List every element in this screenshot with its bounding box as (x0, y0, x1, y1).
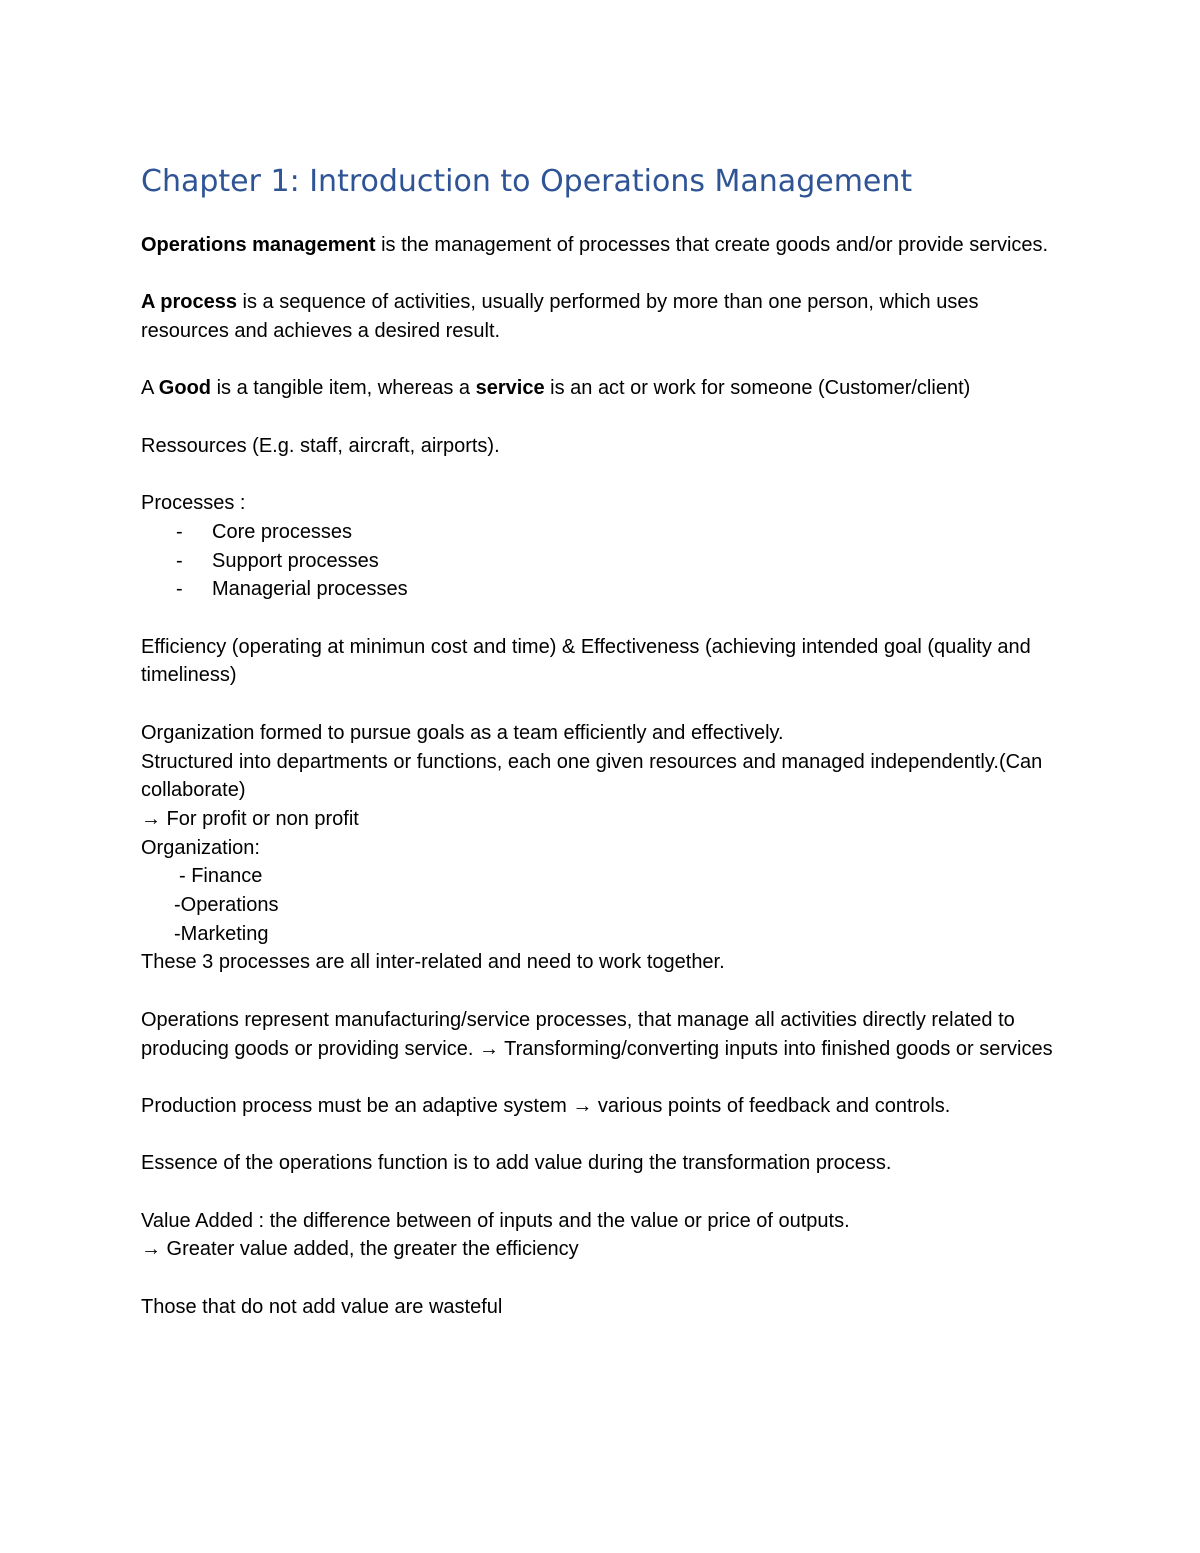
list-item: -Operations (174, 894, 279, 917)
wasteful-line: Those that do not add value are wasteful (141, 1295, 503, 1318)
operations-paragraph (141, 1006, 1071, 1063)
list-item: - Finance (179, 865, 263, 888)
text-fragment: is an act or work for someone (Customer/client) (544, 377, 971, 400)
text-fragment: Transforming/converting inputs into finished goods or services (498, 1037, 1053, 1060)
document-body (141, 231, 1071, 1322)
value-added-line-1: Value Added : the difference between of inputs and the value or price of outputs. (141, 1209, 850, 1232)
page-title: Chapter 1: Introduction to Operations Management (141, 164, 913, 199)
text-fragment: various points of feedback and controls. (592, 1094, 951, 1117)
resources-line: Ressources (E.g. staff, aircraft, airports). (141, 434, 500, 457)
profit-line (141, 805, 1071, 834)
text-fragment: Production process must be an adaptive system (141, 1094, 573, 1117)
text-fragment: is a tangible item, whereas a (211, 377, 476, 400)
arrow-icon: → (478, 1037, 499, 1060)
dash-bullet: - (176, 578, 183, 601)
term-service: service (475, 377, 545, 400)
list-item (141, 547, 1071, 576)
definition-operations-management (141, 231, 1071, 260)
efficiency-effectiveness: Efficiency (operating at minimun cost and time) & Effectiveness (achieving intended goal (quality and timeliness) (141, 635, 1031, 687)
good-vs-service (141, 374, 1071, 403)
list-item: -Marketing (174, 922, 269, 945)
organization-line-1: Organization formed to pursue goals as a team efficiently and effectively. (141, 721, 784, 744)
arrow-icon: → (141, 1238, 161, 1261)
list-item-text: Managerial processes (212, 578, 408, 601)
list-item-text: Core processes (212, 520, 353, 543)
list-item (141, 575, 1071, 604)
value-added-line-2 (141, 1235, 1071, 1264)
definition-text: is a sequence of activities, usually performed by more than one person, which uses resources and achieves a desired result. (141, 291, 979, 343)
production-paragraph (141, 1092, 1071, 1121)
organization-line-2: Structured into departments or functions, each one given resources and managed independently.(Can collaborate) (141, 750, 1043, 802)
term-process: A process (141, 291, 237, 314)
dash-bullet: - (176, 549, 183, 572)
dash-bullet: - (176, 520, 183, 543)
arrow-icon: → (141, 807, 161, 830)
essence-paragraph: Essence of the operations function is to add value during the transformation process. (141, 1152, 892, 1175)
profit-text: For profit or non profit (161, 807, 359, 830)
text-fragment: Operations represent manufacturing/service processes, that manage all activities directly related to producing goods or providing service. (141, 1008, 1015, 1060)
term-good: Good (158, 377, 212, 400)
processes-heading: Processes : (141, 492, 246, 515)
organization-heading: Organization: (141, 836, 260, 859)
text-fragment: Greater value added, the greater the efficiency (161, 1238, 579, 1261)
arrow-icon: → (572, 1094, 593, 1117)
definition-text: is the management of processes that create goods and/or provide services. (375, 234, 1049, 256)
term-operations-management: Operations management (141, 234, 376, 256)
definition-process (141, 288, 1071, 345)
list-item (141, 518, 1071, 547)
organization-summary: These 3 processes are all inter-related and need to work together. (141, 951, 725, 974)
list-item-text: Support processes (212, 549, 379, 572)
text-fragment: A (141, 377, 159, 400)
